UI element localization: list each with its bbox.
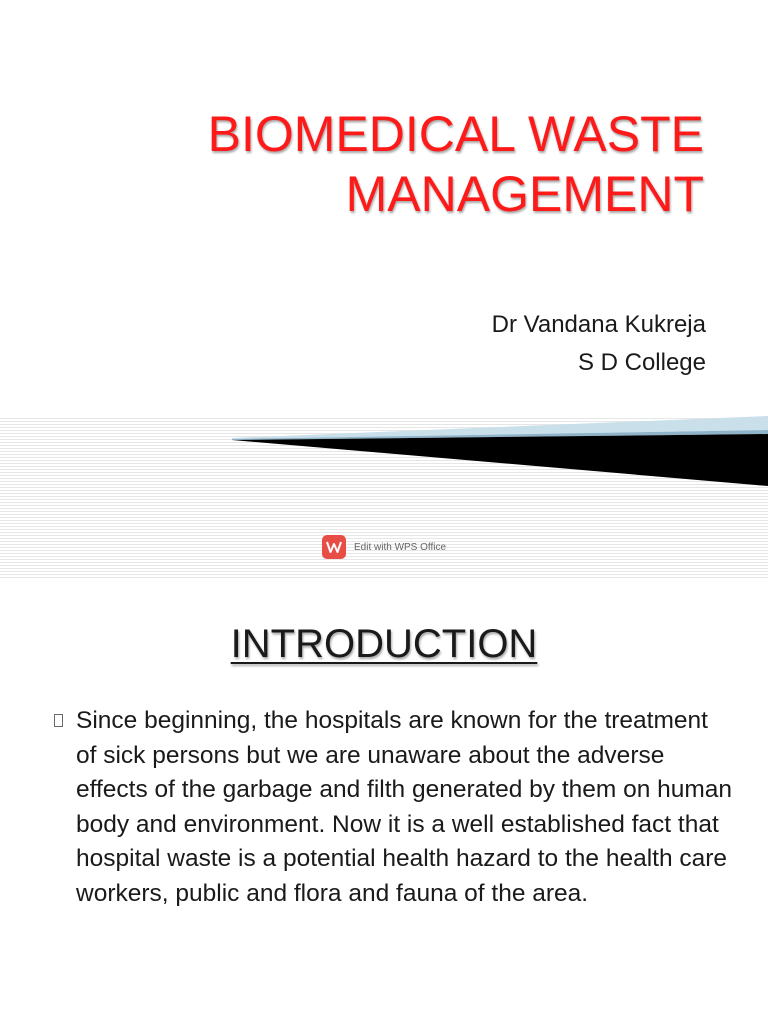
title-line-1: BIOMEDICAL WASTE: [207, 106, 704, 162]
intro-bullet: [54, 704, 734, 911]
title-line-2: MANAGEMENT: [345, 166, 704, 222]
wps-logo-icon: [322, 535, 346, 559]
introduction-slide: [0, 578, 768, 1024]
decorative-swoosh: [0, 406, 768, 496]
slide-title: [120, 104, 704, 224]
swoosh-dark-band: [232, 434, 768, 486]
institution-name: S D College: [577, 349, 706, 376]
wps-badge[interactable]: [322, 535, 446, 559]
slide-subtitle: [492, 306, 706, 382]
author-name: Dr Vandana Kukreja: [491, 311, 706, 338]
square-bullet-icon: [54, 714, 63, 727]
intro-paragraph: Since beginning, the hospitals are known for the treatment of sick persons but we are unaware about the adverse effects of the garbage and filth generated by them on human body and environment. Now it is a well established fact that hospital waste is a potential health hazard to the health care workers, public and flora and fauna of the area.: [76, 707, 733, 907]
wps-badge-label: Edit with WPS Office: [354, 541, 447, 553]
intro-heading: INTRODUCTION: [230, 622, 538, 666]
